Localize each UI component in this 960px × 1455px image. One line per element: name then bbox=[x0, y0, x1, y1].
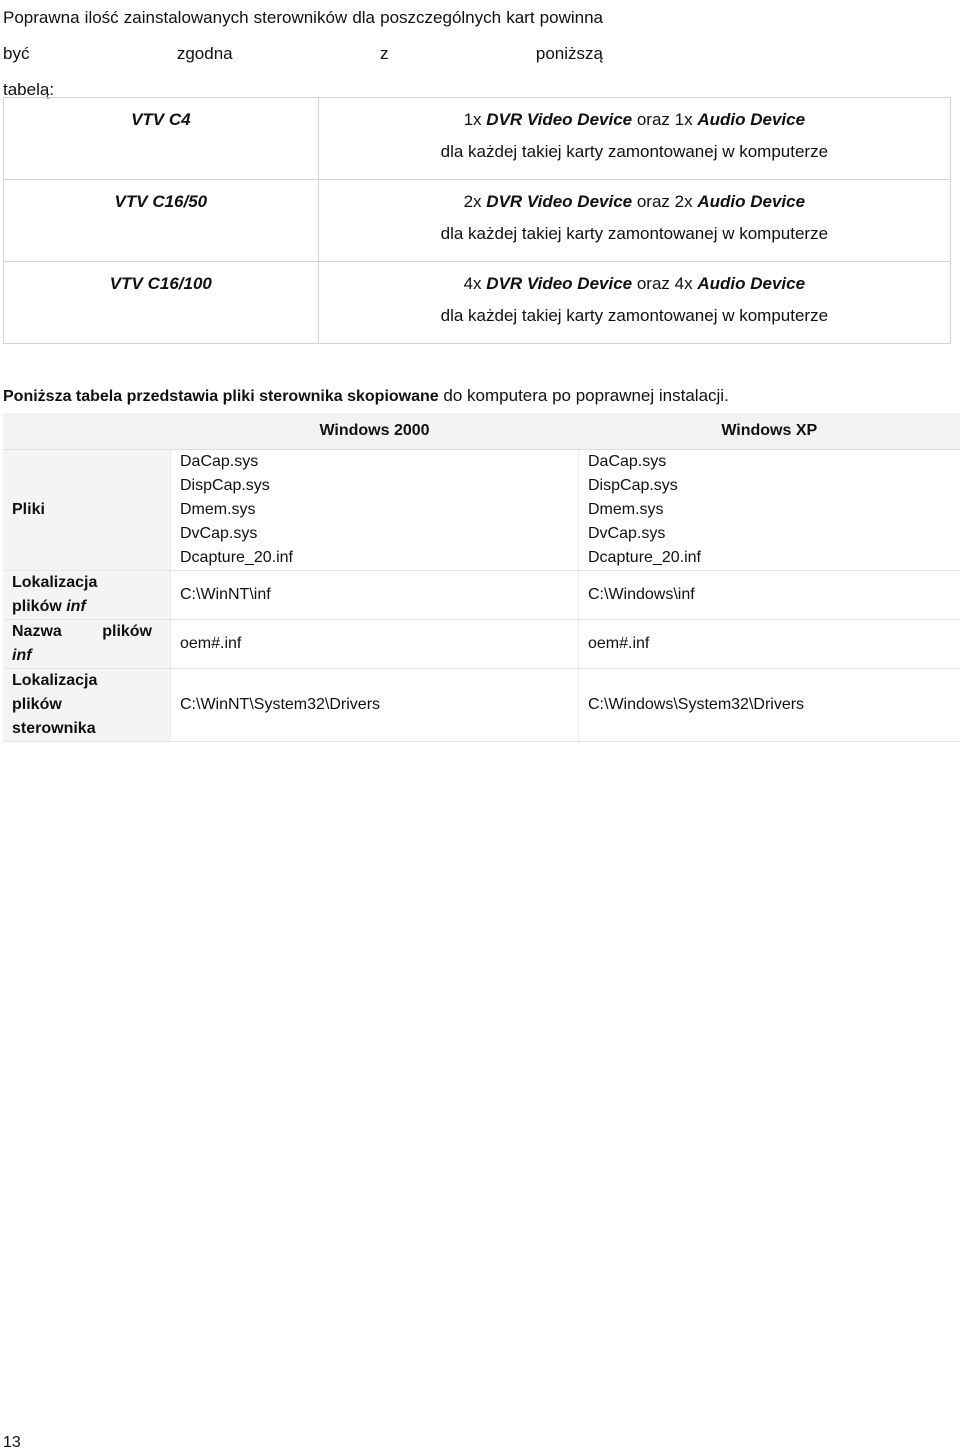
winxp-driver-location: C:\Windows\System32\Drivers bbox=[579, 669, 960, 742]
winxp-inf-location: C:\Windows\inf bbox=[579, 571, 960, 620]
list-item: DvCap.sys bbox=[588, 525, 666, 542]
row-label-inf-name: Nazwa plików inf bbox=[3, 620, 171, 669]
intro-paragraph bbox=[3, 0, 603, 108]
list-item: DispCap.sys bbox=[180, 477, 270, 494]
description-cell bbox=[318, 98, 950, 180]
table-row bbox=[3, 450, 960, 571]
table-row bbox=[3, 669, 960, 742]
header-windows-xp: Windows XP bbox=[579, 413, 960, 450]
win2000-file-list bbox=[171, 450, 579, 571]
row-label-pliki: Pliki bbox=[3, 450, 171, 571]
table-header-row bbox=[3, 413, 960, 450]
list-item: Dmem.sys bbox=[180, 501, 256, 518]
list-item: Dcapture_20.inf bbox=[180, 549, 293, 566]
list-item: Dcapture_20.inf bbox=[588, 549, 701, 566]
summary-sentence bbox=[3, 382, 729, 411]
row-label-inf-location: Lokalizacja plików inf bbox=[3, 571, 171, 620]
description-line-1: 2x DVR Video Device oraz 2x Audio Device bbox=[463, 192, 806, 211]
header-windows-2000: Windows 2000 bbox=[171, 413, 579, 450]
description-cell bbox=[318, 180, 950, 262]
driver-files-table bbox=[3, 413, 960, 742]
list-item: DvCap.sys bbox=[180, 525, 258, 542]
table-row bbox=[4, 98, 951, 180]
list-item: DaCap.sys bbox=[588, 453, 667, 470]
description-line-2: dla każdej takiej karty zamontowanej w komputerze bbox=[440, 142, 829, 161]
description-line-2: dla każdej takiej karty zamontowanej w komputerze bbox=[440, 224, 829, 243]
list-item: DispCap.sys bbox=[588, 477, 678, 494]
list-item: DaCap.sys bbox=[180, 453, 259, 470]
model-cell bbox=[4, 262, 319, 344]
table-row bbox=[4, 262, 951, 344]
card-driver-table bbox=[3, 97, 951, 344]
table-row bbox=[3, 620, 960, 669]
win2000-driver-location: C:\WinNT\System32\Drivers bbox=[171, 669, 579, 742]
model-name: VTV C4 bbox=[131, 110, 191, 129]
description-cell bbox=[318, 262, 950, 344]
winxp-file-list bbox=[579, 450, 960, 571]
header-empty bbox=[3, 413, 171, 450]
model-cell bbox=[4, 180, 319, 262]
description-line-2: dla każdej takiej karty zamontowanej w komputerze bbox=[440, 306, 829, 325]
row-label-driver-location: Lokalizacja plików sterownika bbox=[3, 669, 171, 742]
list-item: Dmem.sys bbox=[588, 501, 664, 518]
win2000-inf-name: oem#.inf bbox=[171, 620, 579, 669]
summary-normal-text: do komputera po poprawnej instalacji. bbox=[438, 386, 729, 405]
win2000-inf-location: C:\WinNT\inf bbox=[171, 571, 579, 620]
intro-line-2: tabelą: bbox=[3, 80, 55, 99]
model-name: VTV C16/100 bbox=[109, 274, 212, 293]
model-name: VTV C16/50 bbox=[114, 192, 208, 211]
page-number: 13 bbox=[3, 1434, 21, 1451]
winxp-inf-name: oem#.inf bbox=[579, 620, 960, 669]
summary-bold-text: Poniższa tabela przedstawia pliki sterownika skopiowane bbox=[3, 388, 439, 405]
model-cell bbox=[4, 98, 319, 180]
table-row bbox=[4, 180, 951, 262]
description-line-1: 1x DVR Video Device oraz 1x Audio Device bbox=[463, 110, 806, 129]
intro-line-1: Poprawna ilość zainstalowanych sterowników dla poszczególnych kart powinna być zgodna z poniższą bbox=[3, 8, 603, 63]
table-row bbox=[3, 571, 960, 620]
description-line-1: 4x DVR Video Device oraz 4x Audio Device bbox=[463, 274, 806, 293]
